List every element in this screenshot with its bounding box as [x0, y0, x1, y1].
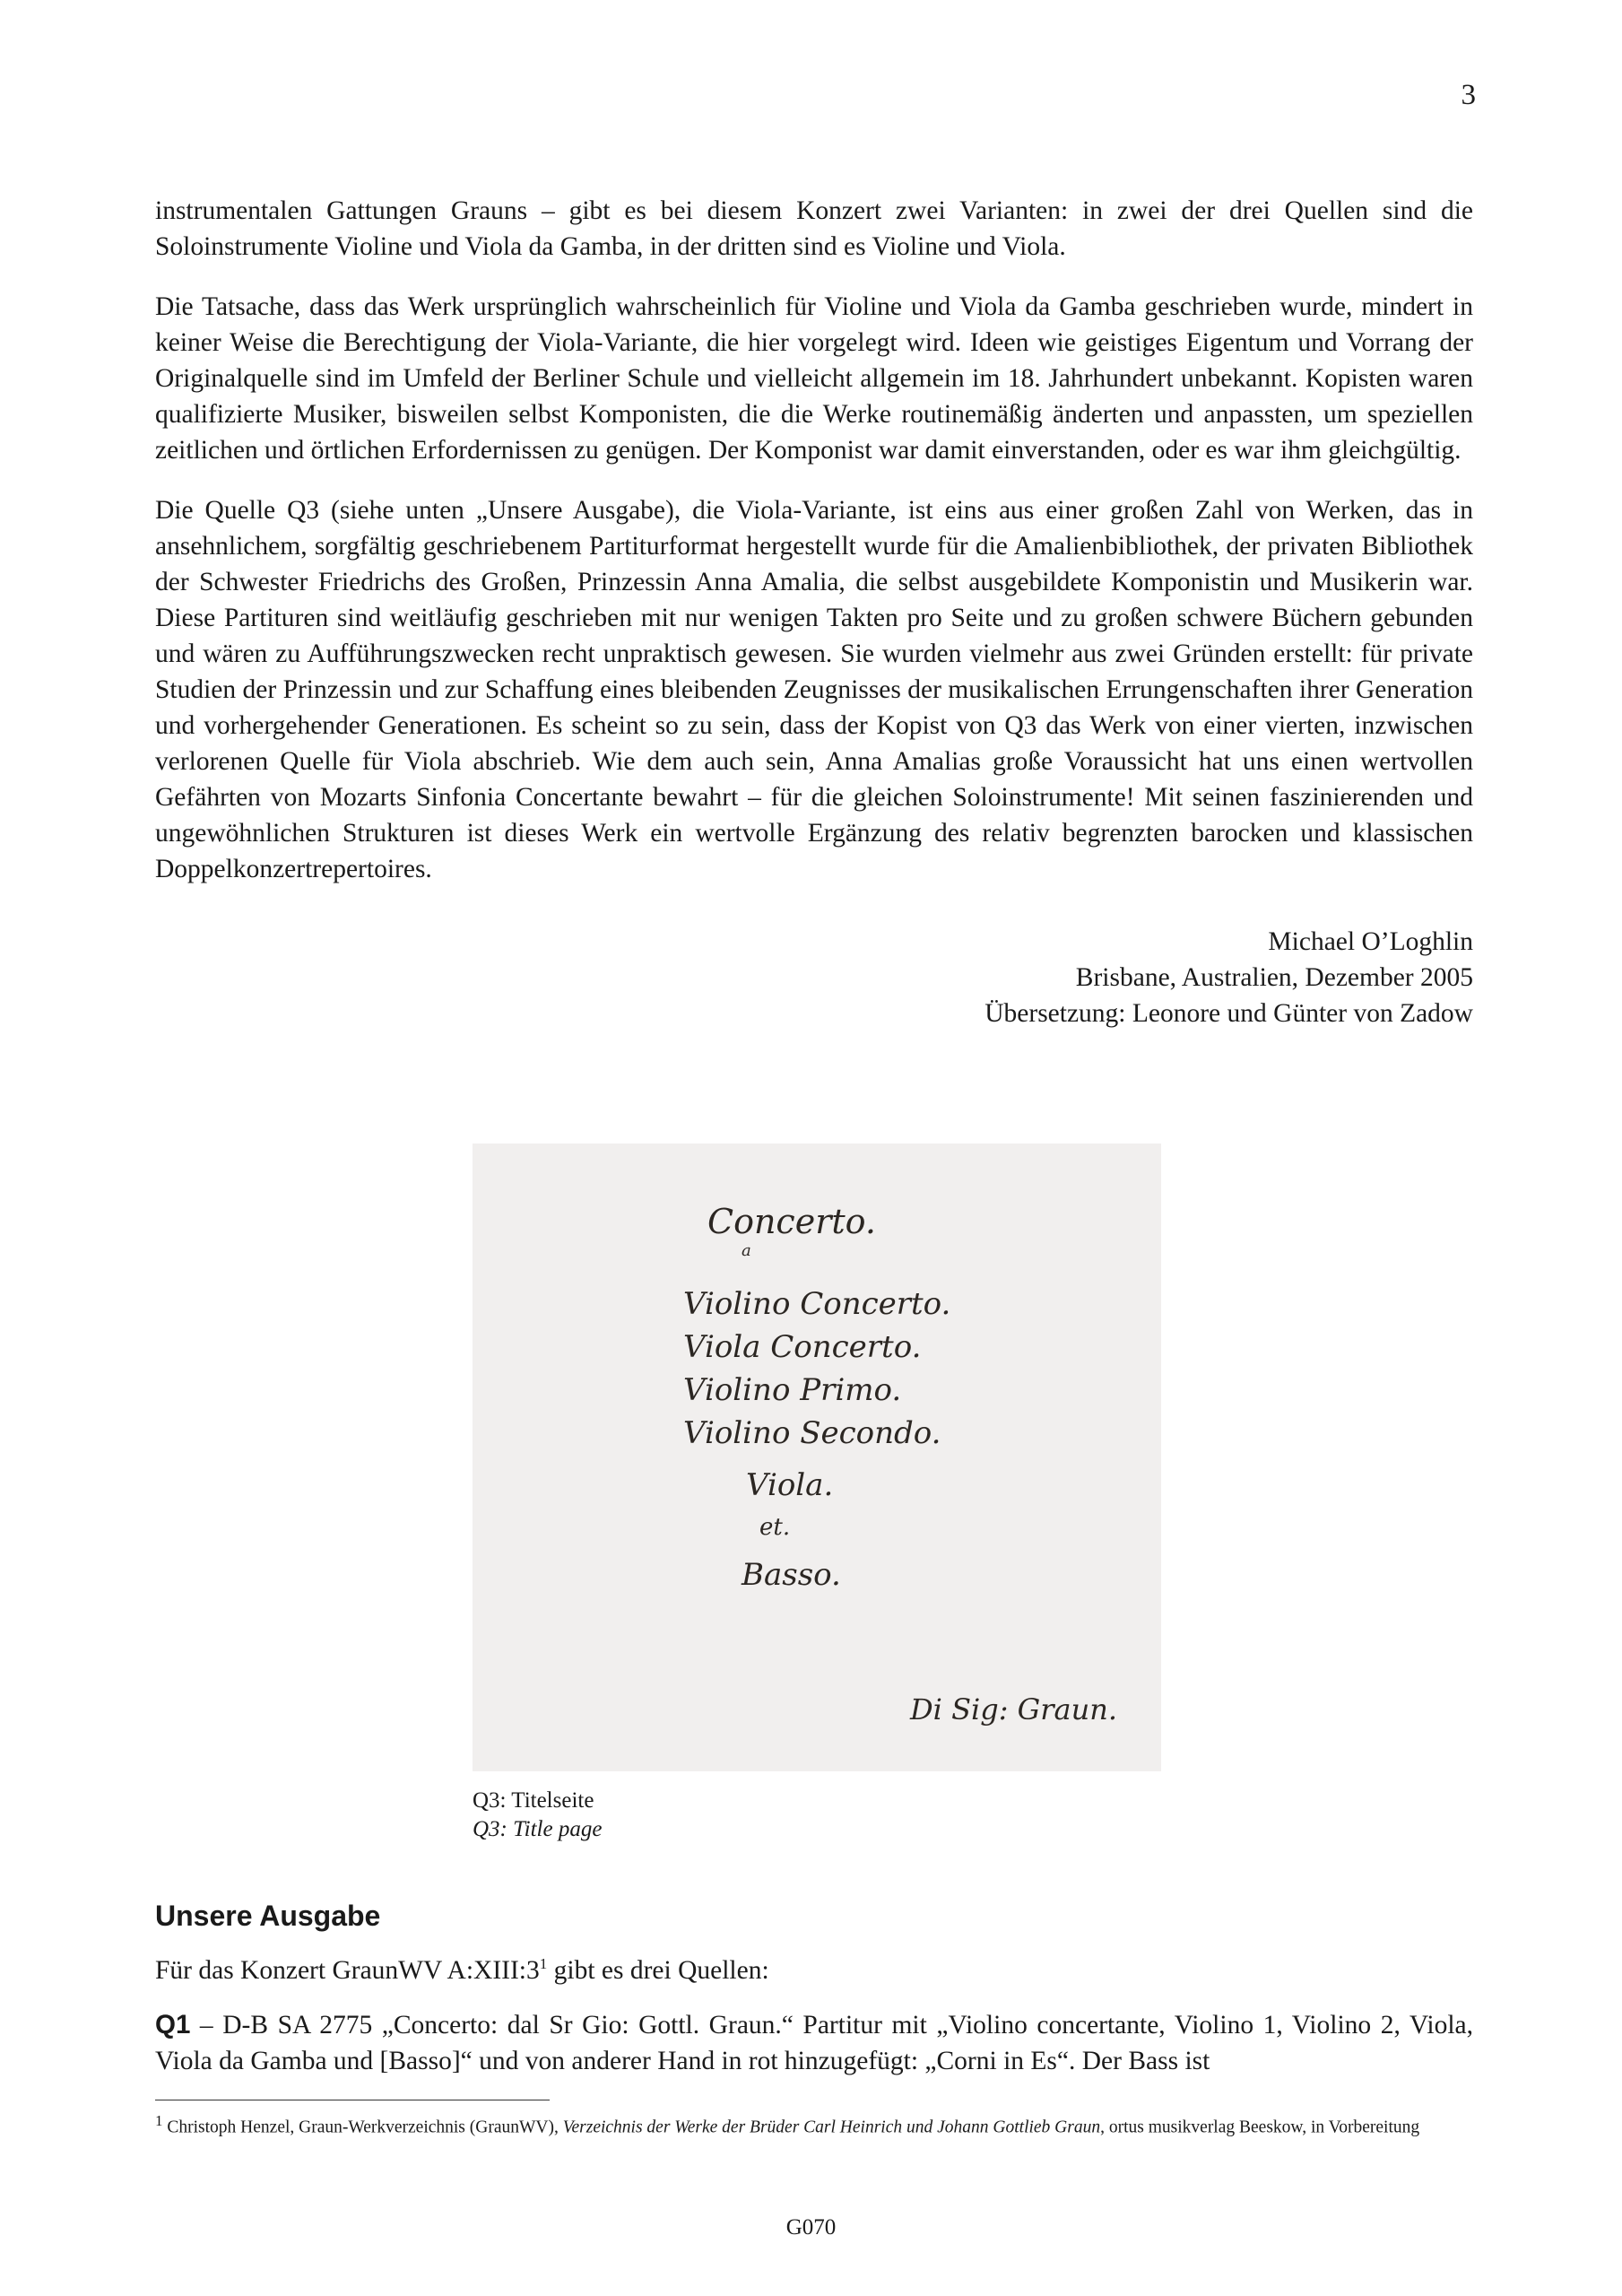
sources-intro [155, 1955, 769, 1986]
figure-caption [473, 1787, 602, 1844]
manuscript-line: Di Sig: Graun. [910, 1692, 1117, 1726]
footnote-text-end: , ortus musikverlag Beeskow, in Vorbereitung [1100, 2118, 1420, 2137]
q1-label: Q1 [155, 2010, 191, 2039]
manuscript-line: a [742, 1241, 751, 1260]
manuscript-line: Violino Secondo. [683, 1415, 941, 1451]
page-number: 3 [1461, 79, 1476, 111]
q1-text: – D-B SA 2775 „Concerto: dal Sr Gio: Gottl. Graun.“ Partitur mit „Violino concertante, Violino 1, Violino 2, Viola, Viola da Gamba und [Basso]“ und von anderer Hand in rot hinzugefügt: „Corni in Es“. Der Bass ist [155, 2011, 1473, 2075]
manuscript-line: Concerto. [707, 1202, 876, 1241]
manuscript-line: Violino Primo. [683, 1372, 902, 1408]
intro-tail: gibt es drei Quellen: [547, 1955, 769, 1985]
manuscript-line: Viola Concerto. [683, 1329, 922, 1365]
footnote-title: Verzeichnis der Werke der Brüder Carl Heinrich und Johann Gottlieb Graun [562, 2118, 1101, 2137]
caption-english: Q3: Title page [473, 1817, 603, 1841]
intro-text: Für das Konzert GraunWV A:XIII:3 [155, 1955, 540, 1985]
caption-german: Q3: Titelseite [473, 1788, 594, 1813]
footnote-text-start: Christoph Henzel, Graun-Werkverzeichnis (GraunWV), [162, 2118, 563, 2137]
source-q1 [155, 2007, 1473, 2079]
place-date: Brisbane, Australien, Dezember 2005 [1075, 963, 1473, 992]
page-code: G070 [785, 2215, 837, 2239]
section-heading: Unsere Ausgabe [155, 1900, 381, 1932]
footnote-marker: 1 [155, 2112, 163, 2129]
manuscript-line: Violino Concerto. [683, 1286, 951, 1322]
footnote-reference: 1 [539, 1955, 548, 1972]
signature-block [984, 924, 1473, 1031]
author-name: Michael O’Loghlin [1268, 927, 1473, 956]
manuscript-line: Viola. [746, 1467, 834, 1503]
manuscript-handwriting [473, 1144, 1161, 1771]
paragraph-3: Die Quelle Q3 (siehe unten „Unsere Ausgabe), die Viola-Variante, ist eins aus einer großen Zahl von Werken, das in ansehnlichem, sorgfältig geschriebenem Partiturformat hergestellt wurde für die Amalienbibliothek, der privaten Bibliothek der Schwester Friedrichs des Großen, Prinzessin Anna Amalia, die selbst ausgebildete Komponistin und Musikerin war. Diese Partituren sind weitläufig geschrieben mit nur wenigen Takten pro Seite und zu großen schwere Büchern gebunden und wären zu Aufführungszwecken recht unpraktisch gewesen. Sie wurden vielmehr aus zwei Gründen erstellt: für private Studien der Prinzessin und zur Schaffung eines bleibenden Zeugnisses der musikalischen Errungenschaften ihrer Generation und vorhergehender Generationen. Es scheint so zu sein, dass der Kopist von Q3 das Werk von einer vierten, inzwischen verlorenen Quelle für Viola abschrieb. Wie dem auch sein, Anna Amalias große Voraussicht hat uns einen wertvollen Gefährten von Mozarts Sinfonia Concertante bewahrt – für die gleichen Soloinstrumente! Mit seinen faszinierenden und ungewöhnlichen Strukturen ist dieses Werk ein wertvolle Ergänzung des relativ begrenzten barocken und klassischen Doppelkonzertrepertoires. [155, 496, 1473, 883]
translation-credit: Übersetzung: Leonore und Günter von Zadow [984, 999, 1473, 1028]
manuscript-line: et. [759, 1514, 791, 1541]
manuscript-line: Basso. [742, 1557, 841, 1593]
footnote [155, 2109, 1473, 2140]
body-text [155, 193, 1473, 911]
manuscript-title-page-image [473, 1144, 1161, 1771]
paragraph-2: Die Tatsache, dass das Werk ursprünglich wahrscheinlich für Violine und Viola da Gamba geschrieben wurde, mindert in keiner Weise die Berechtigung der Viola-Variante, die hier vorgelegt wird. Ideen wie geistiges Eigentum und Vorrang der Originalquelle sind im Umfeld der Berliner Schule und vielleicht allgemein im 18. Jahrhundert unbekannt. Kopisten waren qualifizierte Musiker, bisweilen selbst Komponisten, die die Werke routinemäßig änderten und anpassten, um speziellen zeitlichen und örtlichen Erfordernissen zu genügen. Der Komponist war damit einverstanden, oder es war ihm gleichgültig. [155, 292, 1473, 465]
paragraph-1: instrumentalen Gattungen Grauns – gibt es bei diesem Konzert zwei Varianten: in zwei der drei Quellen sind die Soloinstrumente Violine und Viola da Gamba, in der dritten sind es Violine und Viola. [155, 196, 1473, 261]
